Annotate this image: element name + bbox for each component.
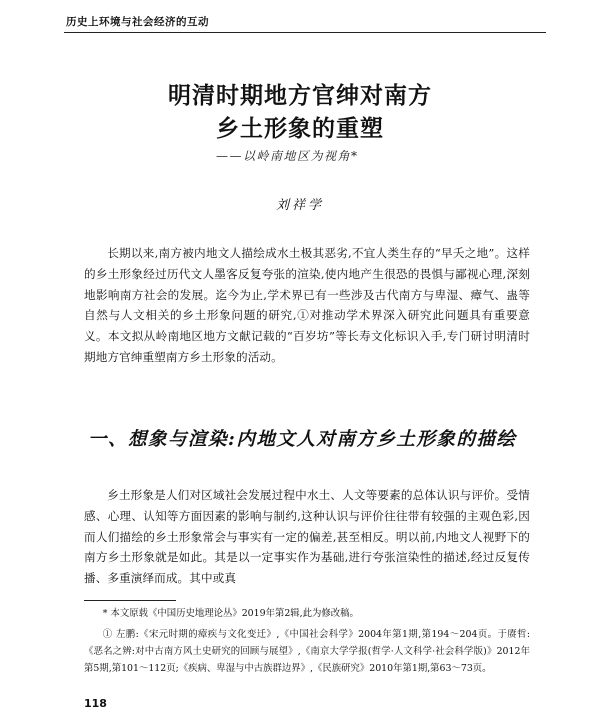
article-title-line1: 明清时期地方官绅对南方 [168,83,432,109]
footnote-1: ① 左鹏:《宋元时期的瘴疾与文化变迁》,《中国社会科学》2004年第1期,第194～204页。于赓哲:《恶名之辨:对中古南方风土史研究的回顾与展望》,《南京大学学报(哲学·人文科学·社会科学版)》2012年第5期,第101～112页;《疾病、卑湿与中古族群边界》,《民族研究》2010年第1期,第63～73页。 [84,629,530,674]
body-paragraph-2: 乡土形象是人们对区域社会发展过程中水土、人文等要素的总体认识与评价。受情感、心理、认知等方面因素的影响与制约,这种认识与评价往往带有较强的主观色彩,因而人们描绘的乡土形象常会与事实有一定的偏差,甚至相反。明以前,内地文人视野下的南方乡土形象就是如此。其是以一定事实作为基础,进行夸张渲染性的描述,经过反复传播、多重演绎而成。其中或真 [84,488,530,586]
body-paragraph-1: 长期以来,南方被内地文人描绘成水土极其恶劣,不宜人类生存的“早夭之地”。这样的乡土形象经过历代文人墨客反复夸张的渲染,使内地产生很恐的畏惧与鄙视心理,深刻地影响南方社会的发展。迄今为止,学术界已有一些涉及古代南方与卑湿、瘴气、蛊等自然与人文相关的乡土形象问题的研究,①对推动学术界深入研究此问题具有重要意义。本文拟从岭南地区地方文献记载的“百岁坊”等长寿文化标识入手,专门研讨明清时期地方官绅重塑南方乡土形象的活动。 [84,246,530,364]
article-subtitle: ——以岭南地区为视角* [216,149,359,163]
section-heading-1: 一、想象与渲染:内地文人对南方乡土形象的描绘 [88,429,517,450]
author-name: 刘祥学 [275,198,324,213]
footnote-rule [84,600,176,601]
running-head: 历史上环境与社会经济的互动 [66,16,209,28]
page-number: 118 [84,697,107,710]
footnote-star: * 本文原载《中国历史地理论丛》2019年第2辑,此为修改稿。 [102,608,359,619]
header-rule [64,32,546,33]
article-title-line2: 乡土形象的重塑 [216,116,384,142]
